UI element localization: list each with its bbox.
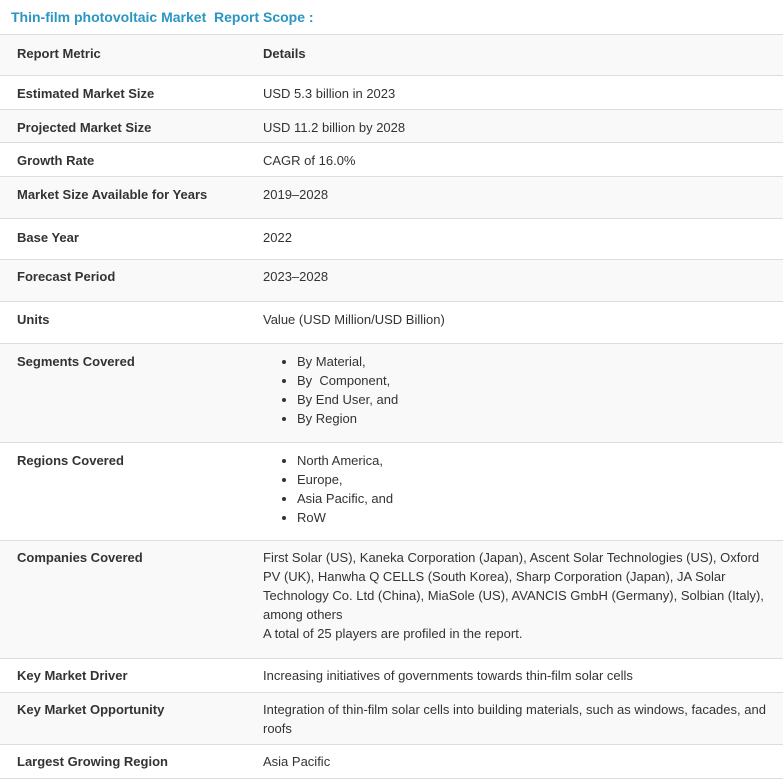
row-details: USD 11.2 billion by 2028 [263,110,783,143]
row-details [263,443,783,541]
table-row [0,76,783,110]
row-metric: Companies Covered [0,541,263,659]
header-details: Details [263,35,783,76]
table-row [0,110,783,143]
row-details: 2019–2028 [263,177,783,219]
row-metric: Units [0,302,263,344]
list-item: • Asia Pacific, and [297,489,779,508]
row-metric: Regions Covered [0,443,263,541]
row-metric: Projected Market Size [0,110,263,143]
table-header-row [0,35,783,76]
row-metric: Growth Rate [0,143,263,177]
list-item: • By Component, [297,371,779,390]
list-item: • Europe, [297,470,779,489]
table-row [0,443,783,541]
row-details [263,541,783,659]
table-row [0,219,783,260]
row-details: CAGR of 16.0% [263,143,783,177]
row-details [263,344,783,443]
table-row [0,659,783,693]
table-row [0,541,783,659]
report-scope-heading: Thin-film photovoltaic Market Report Scope : [11,9,314,25]
row-metric: Forecast Period [0,260,263,302]
row-details: Increasing initiatives of governments towards thin-film solar cells [263,659,783,693]
regions-list [263,451,779,527]
table-row [0,260,783,302]
row-metric: Largest Growing Region [0,745,263,779]
list-item: • By End User, and [297,390,779,409]
row-metric: Key Market Driver [0,659,263,693]
table-row [0,143,783,177]
list-item: • By Material, [297,352,779,371]
table-row [0,693,783,745]
row-metric: Key Market Opportunity [0,693,263,745]
row-metric: Base Year [0,219,263,260]
row-details: Asia Pacific [263,745,783,779]
table-row [0,177,783,219]
header-metric: Report Metric [0,35,263,76]
row-details: USD 5.3 billion in 2023 [263,76,783,110]
table-row [0,745,783,779]
row-details: Value (USD Million/USD Billion) [263,302,783,344]
list-item: • RoW [297,508,779,527]
companies-text: First Solar (US), Kaneka Corporation (Japan), Ascent Solar Technologies (US), Oxford PV (UK), Hanwha Q CELLS (South Korea), Sharp Corporation (Japan), JA Solar Technology Co. Ltd (China), MiaSole (US), AVANCIS GmbH (Germany), Solbian (Italy), among others [263,550,764,622]
row-metric: Estimated Market Size [0,76,263,110]
report-scope-table [0,34,783,779]
companies-note: A total of 25 players are profiled in the report. [263,626,523,641]
row-details: Integration of thin-film solar cells into building materials, such as windows, facades, and roofs [263,693,783,745]
table-row [0,344,783,443]
list-item: • North America, [297,451,779,470]
row-metric: Market Size Available for Years [0,177,263,219]
row-metric: Segments Covered [0,344,263,443]
table-row [0,302,783,344]
row-details: 2023–2028 [263,260,783,302]
list-item: • By Region [297,409,779,428]
row-details: 2022 [263,219,783,260]
segments-list [263,352,779,428]
